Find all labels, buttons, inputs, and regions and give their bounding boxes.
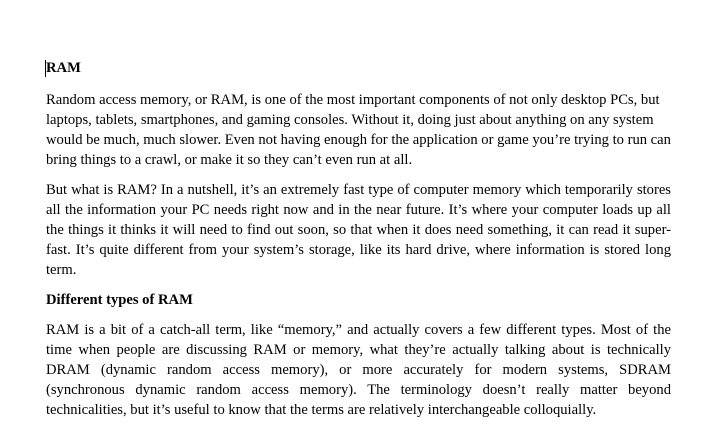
paragraph-types-of-ram: RAM is a bit of a catch-all term, like “memory,” and actually covers a few different types. Most of the time when people are discussing RAM or memory, what they’re actually talking about is technically DRAM (dynamic random access memory), or more accurately for modern systems, SDRAM (synchronous dynamic random access memory). The terminology doesn’t really matter beyond technicalities, but it’s useful to know that the terms are relatively interchangeable colloquially.: [46, 322, 671, 418]
document-body[interactable]: [46, 58, 671, 430]
paragraph-what-is-ram: But what is RAM? In a nutshell, it’s an extremely fast type of computer memory which temporarily stores all the information your PC needs right now and in the near future. It’s where your computer loads up all the things it thinks it will need to find out soon, so that when it does need something, it can read it super-fast. It’s quite different from your system’s storage, like its hard drive, where information is stored long term.: [46, 182, 671, 278]
paragraph-intro: Random access memory, or RAM, is one of the most important components of not only desktop PCs, but laptops, tablets, smartphones, and gaming consoles. Without it, doing just about anything on any system would be much, much slower. Even not having enough for the application or game you’re trying to run can bring things to a crawl, or make it so they can’t even run at all.: [46, 92, 671, 168]
document-title-line[interactable]: [46, 58, 671, 78]
text-cursor: [45, 60, 46, 77]
section-heading: Different types of RAM: [46, 292, 193, 308]
document-title: RAM: [46, 60, 81, 76]
